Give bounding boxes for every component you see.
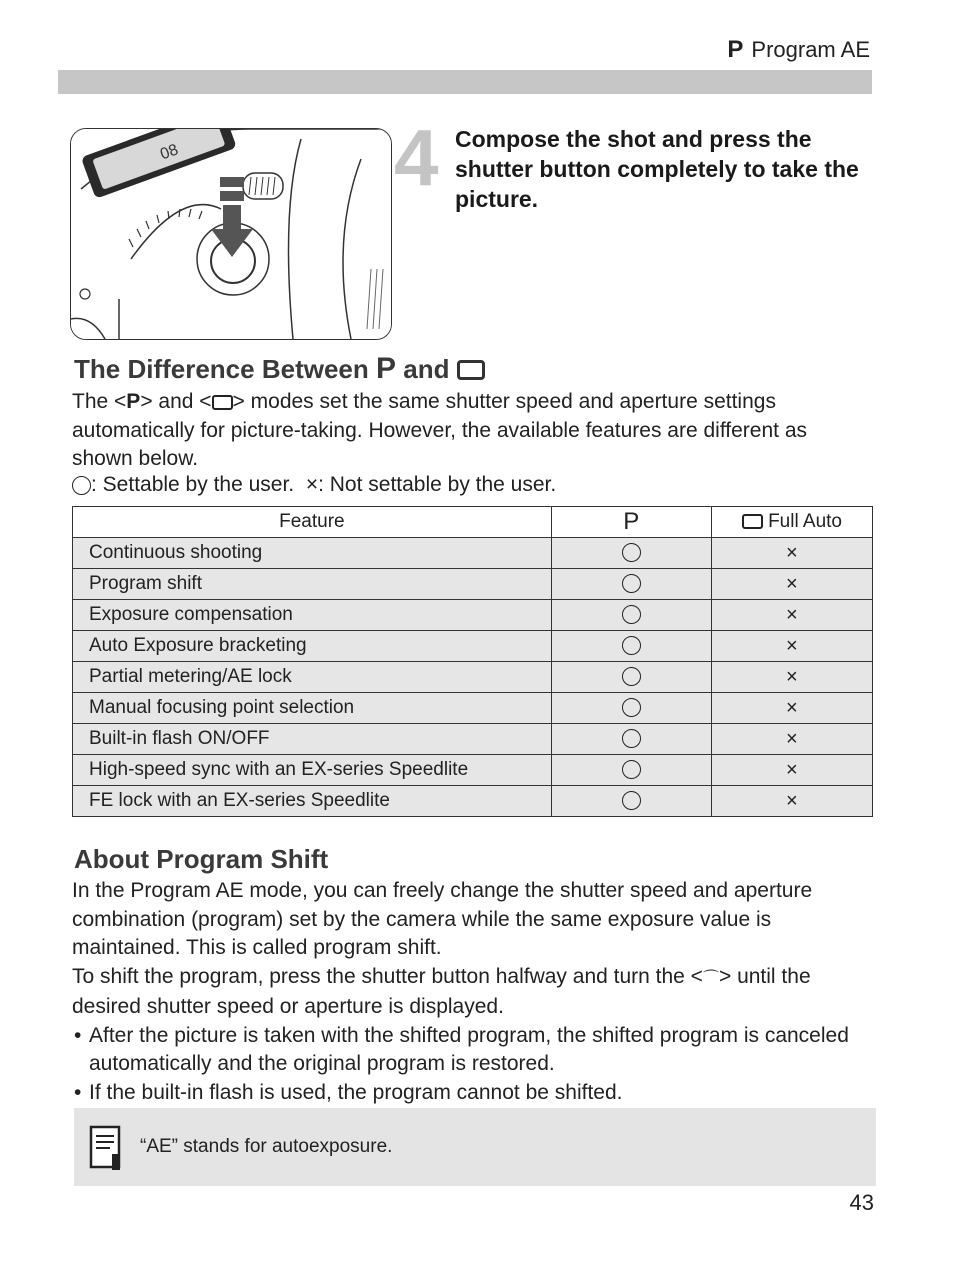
main-dial-icon: ⌒ xyxy=(702,969,719,987)
circle-icon xyxy=(72,476,91,495)
p-mode-cell xyxy=(551,600,711,631)
feature-cell: Auto Exposure bracketing xyxy=(73,631,552,662)
circle-icon xyxy=(622,605,641,624)
difference-title-and: and xyxy=(403,354,450,384)
circle-icon xyxy=(622,636,641,655)
p-mode-cell xyxy=(551,724,711,755)
header-full-auto xyxy=(711,507,872,538)
mode-p-icon: P xyxy=(126,390,141,413)
header-bar xyxy=(58,70,872,94)
list-item: • After the picture is taken with the shifted program, the shifted program is canceled automatically and the original program is restored. xyxy=(72,1022,872,1079)
p-mode-cell xyxy=(551,786,711,817)
difference-paragraph xyxy=(72,388,872,474)
program-shift-p2-b: > until the desired shutter speed or aperture is displayed. xyxy=(72,964,811,1018)
program-shift-p1: In the Program AE mode, you can freely change the shutter speed and aperture combination (program) set by the camera while the same exposure value is maintained. This is called program shift. xyxy=(72,879,813,959)
feature-cell: High-speed sync with an EX-series Speedlite xyxy=(73,755,552,786)
table-row xyxy=(73,786,873,817)
table-row xyxy=(73,569,873,600)
feature-comparison-table xyxy=(72,506,873,817)
full-auto-icon xyxy=(212,395,233,410)
settable-legend xyxy=(72,473,556,497)
table-header-row xyxy=(73,507,873,538)
full-auto-cell: × xyxy=(711,693,872,724)
mode-p-icon: P xyxy=(727,36,744,63)
difference-title-prefix: The Difference Between xyxy=(74,354,369,384)
p-mode-cell xyxy=(551,755,711,786)
full-auto-cell: × xyxy=(711,538,872,569)
header-title: Program AE xyxy=(751,37,870,62)
circle-icon xyxy=(622,729,641,748)
program-shift-p2-a: To shift the program, press the shutter button halfway and turn the < xyxy=(72,964,703,988)
feature-cell: Continuous shooting xyxy=(73,538,552,569)
header-full-auto-label: Full Auto xyxy=(768,511,842,532)
page-header xyxy=(727,36,870,64)
full-auto-cell: × xyxy=(711,755,872,786)
feature-cell: Program shift xyxy=(73,569,552,600)
feature-cell: Built-in flash ON/OFF xyxy=(73,724,552,755)
table-row xyxy=(73,538,873,569)
feature-cell: Exposure compensation xyxy=(73,600,552,631)
p-mode-cell xyxy=(551,662,711,693)
p-mode-cell xyxy=(551,693,711,724)
difference-section-title xyxy=(74,352,485,386)
program-shift-bullets xyxy=(72,1022,872,1108)
camera-top-illustration xyxy=(70,128,392,340)
table-row xyxy=(73,724,873,755)
step-instruction: Compose the shot and press the shutter button completely to take the picture. xyxy=(455,126,859,212)
full-auto-cell: × xyxy=(711,662,872,693)
full-auto-cell: × xyxy=(711,600,872,631)
table-row xyxy=(73,662,873,693)
table-row xyxy=(73,693,873,724)
full-auto-cell: × xyxy=(711,631,872,662)
full-auto-cell: × xyxy=(711,786,872,817)
difference-p1-c: > modes set the same shutter speed and aperture settings automatically for picture-taking. However, the available features are different as shown below. xyxy=(72,390,807,470)
full-auto-icon xyxy=(742,514,763,529)
program-shift-title: About Program Shift xyxy=(74,844,329,874)
feature-cell: FE lock with an EX-series Speedlite xyxy=(73,786,552,817)
page-number: 43 xyxy=(849,1190,874,1215)
svg-text:08: 08 xyxy=(158,141,181,164)
legend-settable: : Settable by the user. xyxy=(91,473,295,496)
table-row xyxy=(73,631,873,662)
list-item: • If the built-in flash is used, the program cannot be shifted. xyxy=(72,1079,872,1108)
memo-icon xyxy=(88,1124,124,1172)
program-shift-body xyxy=(72,877,872,1107)
feature-cell: Manual focusing point selection xyxy=(73,693,552,724)
table-row xyxy=(73,755,873,786)
difference-p1-b: > and < xyxy=(140,390,212,413)
circle-icon xyxy=(622,698,641,717)
step-number: 4 xyxy=(394,113,439,202)
table-row xyxy=(73,600,873,631)
circle-icon xyxy=(622,574,641,593)
circle-icon xyxy=(622,791,641,810)
note-box xyxy=(74,1108,876,1186)
camera-shutter-icon xyxy=(71,129,391,339)
feature-cell: Partial metering/AE lock xyxy=(73,662,552,693)
difference-p1-a: The < xyxy=(72,390,127,413)
legend-not-settable: ×: Not settable by the user. xyxy=(305,473,557,496)
header-feature: Feature xyxy=(73,507,552,538)
mode-p-icon: P xyxy=(375,352,396,385)
full-auto-cell: × xyxy=(711,724,872,755)
circle-icon xyxy=(622,543,641,562)
full-auto-icon xyxy=(457,360,485,380)
p-mode-cell xyxy=(551,538,711,569)
circle-icon xyxy=(622,760,641,779)
header-p-mode: P xyxy=(551,507,711,538)
circle-icon xyxy=(622,667,641,686)
p-mode-cell xyxy=(551,569,711,600)
note-text: “AE” stands for autoexposure. xyxy=(140,1136,393,1157)
full-auto-cell: × xyxy=(711,569,872,600)
p-mode-cell xyxy=(551,631,711,662)
